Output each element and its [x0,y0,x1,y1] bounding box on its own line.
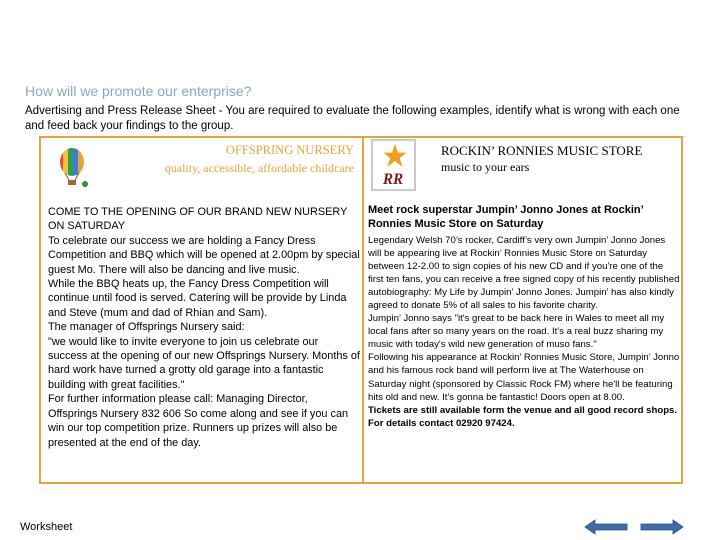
nursery-tagline: quality, accessible, affordable childcare [164,161,354,175]
nursery-paragraph: While the BBQ heats up, the Fancy Dress Competition will continue until food is served. Catering will be provide by Linda and Steve (mum and dad of Rhian and Sam). [48,278,347,319]
store-logo-text: RR [382,171,404,189]
arrow-left-icon[interactable] [584,518,628,536]
store-paragraph: Following his appearance at Rockin’ Ronnies Music Store, Jumpin’ Jonno and his famous rock band will perform live at The Waterhouse on Saturday night (sponsored by Classic Rock FM) where he'll be featuring hits old and new. It's gonna be fantastic! Doors open at 8.00. [368,352,680,403]
hot-air-balloon-icon [52,146,92,190]
store-press-release-text [368,234,680,430]
store-name: ROCKIN’ RONNIES MUSIC STORE [441,143,643,158]
nursery-quote: "we would like to invite everyone to join us celebrate our success at the opening of our new Offsprings Nursery. Months of hard work have turned a grotty old garage into a fantastic building with great facilities." [48,335,360,391]
nursery-paragraph: The manager of Offsprings Nursery said: [48,321,245,334]
column-divider [362,136,364,484]
nursery-name: OFFSPRING NURSERY [225,143,354,157]
arrow-right-icon[interactable] [640,518,684,536]
footer-label: Worksheet [20,521,73,533]
store-tagline: music to your ears [441,160,530,174]
nursery-heading: COME TO THE OPENING OF OUR BRAND NEW NURSERY ON SATURDAY [48,206,348,233]
store-headline: Meet rock superstar Jumpin’ Jonno Jones at Rockin’ Ronnies Music Store on Saturday [368,204,644,230]
store-paragraph: Legendary Welsh 70’s rocker, Cardiff’s very own Jumpin’ Jonno Jones will be appearing live at Rockin’ Ronnies Music Store on Saturday between 12-2.00 to sign copies of his new CD and if you're one of the first ten fans, you can receive a free signed copy of his recently published autobiography: My Life by Jumpin’ Jonno Jones. Jumpin’ has also kindly agreed to donate 5% of all sales to his favorite charity. [368,235,680,312]
store-closing: Tickets are still available form the venue and all good record shops. For details contact 02920 97424. [368,404,678,429]
store-paragraph: Jumpin’ Jonno says "it's great to be back here in Wales to meet all my local fans after so many years on the road. It's a real buzz sharing my music with today's wild new generation of muso fans." [368,313,665,351]
star-icon [371,139,416,191]
nursery-advert-text [48,205,360,450]
page-title: How will we promote our enterprise? [25,83,252,99]
nursery-paragraph: For further information please call: Managing Director, Offsprings Nursery 832 606 So come along and see if you can win our top competition prize. Runners up prizes will also be presented at the end of the day. [48,393,349,449]
instructions: Advertising and Press Release Sheet - You are required to evaluate the following examples, identify what is wrong with each one and feed back your findings to the group. [25,105,680,132]
nursery-paragraph: To celebrate our success we are holding a Fancy Dress Competition and BBQ which will be opened at 2.00pm by special guest Mo. There will also be dancing and live music. [48,234,360,276]
